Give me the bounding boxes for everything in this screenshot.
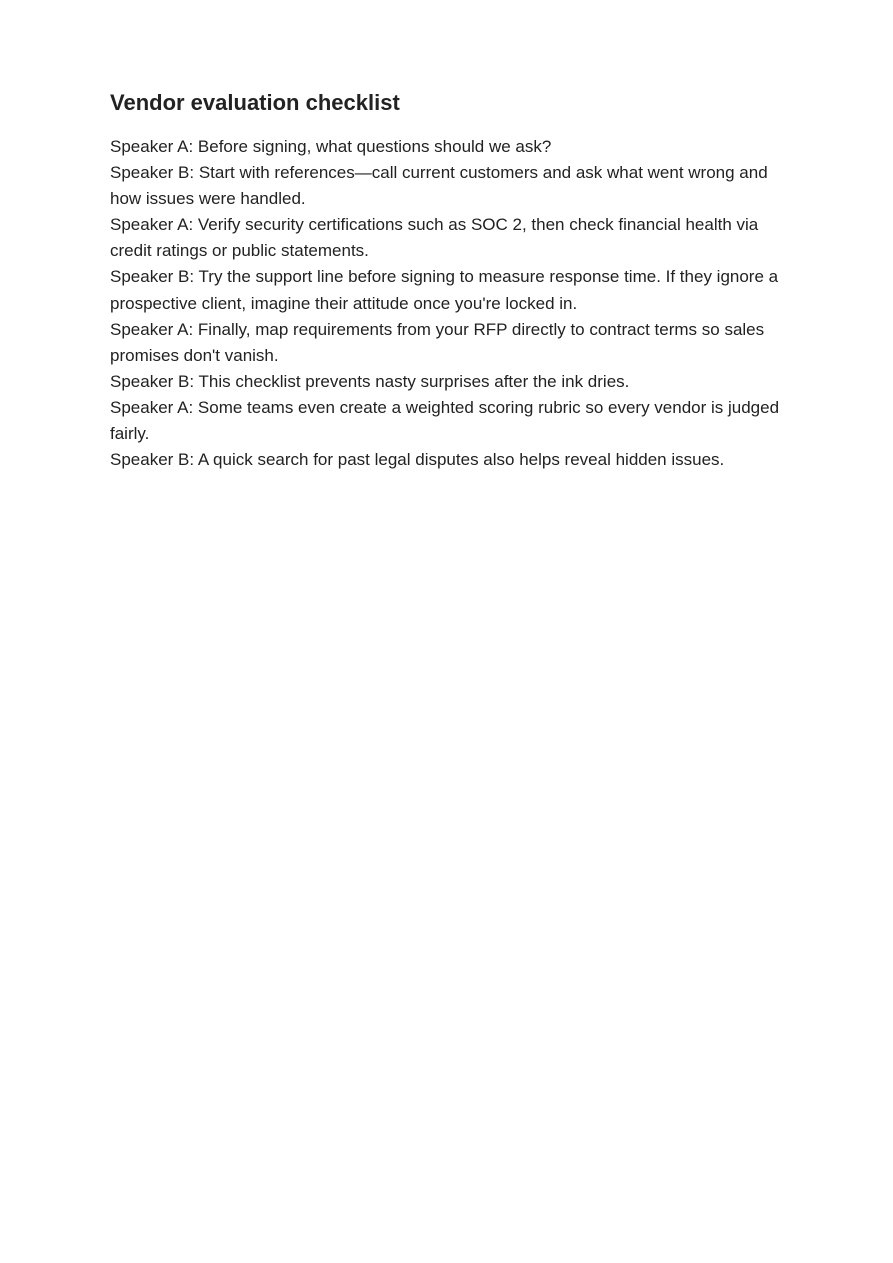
- speaker-label: Speaker A :: [110, 215, 198, 234]
- transcript-line: [110, 264, 790, 316]
- transcript-line: [110, 447, 790, 473]
- speaker-label: Speaker A :: [110, 137, 198, 156]
- transcript-line: [110, 134, 790, 160]
- transcript-line: [110, 395, 790, 447]
- document-title: Vendor evaluation checklist: [110, 90, 400, 115]
- transcript-line: [110, 160, 790, 212]
- speaker-label: Speaker B :: [110, 267, 199, 286]
- line-text: Try the support line before signing to measure response time. If they ignore a prospective client, imagine their attitude once you're locked in.: [110, 267, 779, 313]
- line-text: Before signing, what questions should we ask?: [197, 137, 552, 156]
- line-text: Start with references—call current customers and ask what went wrong and how issues were handled.: [110, 163, 768, 209]
- transcript-line: [110, 317, 790, 369]
- transcript-line: [110, 212, 790, 264]
- line-text: Some teams even create a weighted scoring rubric so every vendor is judged fairly.: [110, 397, 780, 444]
- line-text: Finally, map requirements from your RFP directly to contract terms so sales promises don't vanish.: [110, 319, 765, 365]
- speaker-label: Speaker B :: [110, 450, 198, 469]
- speaker-label: Speaker B :: [110, 372, 199, 391]
- line-text: This checklist prevents nasty surprises after the ink dries.: [198, 371, 630, 391]
- speaker-label: Speaker A :: [110, 320, 198, 339]
- speaker-label: Speaker B :: [110, 163, 199, 182]
- transcript: [110, 134, 790, 473]
- document-page: [110, 88, 790, 473]
- speaker-label: Speaker A :: [110, 398, 198, 417]
- transcript-line: [110, 369, 790, 395]
- line-text: Verify security certifications such as SOC 2, then check financial health via credit ratings or public statements.: [110, 215, 759, 261]
- line-text: A quick search for past legal disputes also helps reveal hidden issues.: [197, 450, 725, 470]
